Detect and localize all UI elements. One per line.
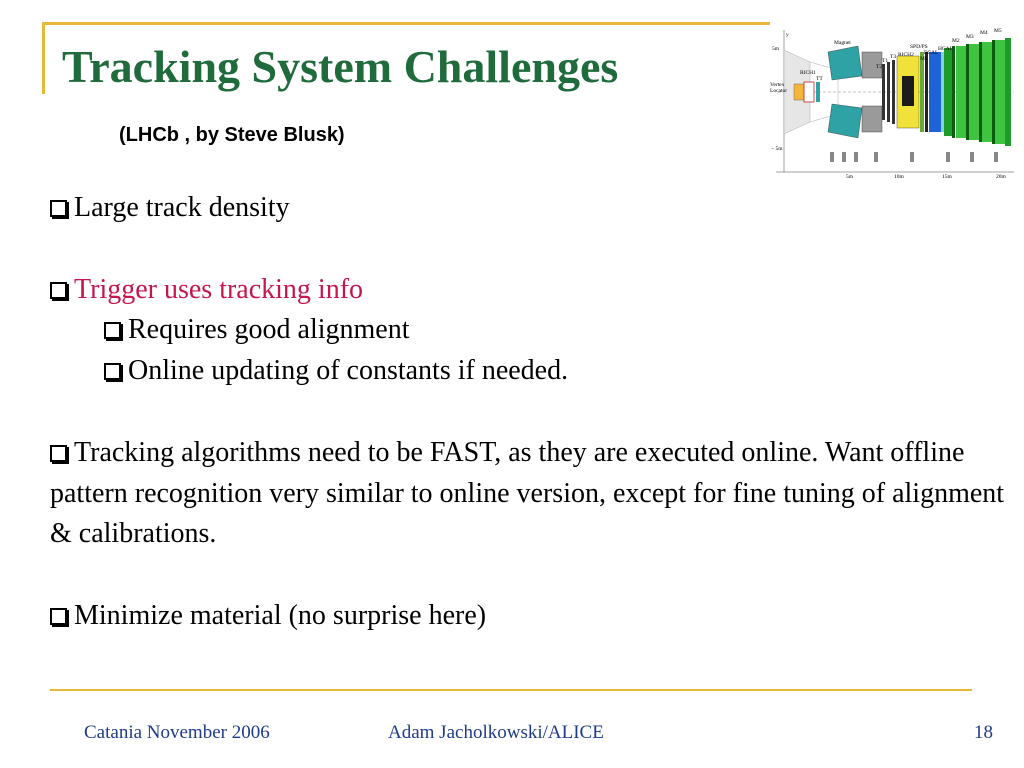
fig-tt: TT — [816, 76, 823, 82]
bullet-2a-text: Requires good alignment — [128, 314, 410, 346]
bullet-4-text: Minimize material (no surprise here) — [74, 599, 487, 631]
fig-x5m: 5m — [846, 174, 854, 180]
slide-subtitle: (LHCb , by Steve Blusk) — [119, 124, 345, 146]
bullet-2b — [50, 351, 1010, 392]
fig-m3: M3 — [966, 34, 974, 40]
checkbox-bullet-icon — [50, 282, 67, 299]
checkbox-bullet-icon — [50, 608, 67, 625]
fig-rich2: RICH2 — [898, 52, 914, 58]
slide-body — [50, 188, 1010, 637]
bullet-2b-text: Online updating of constants if needed. — [128, 355, 569, 387]
fig-vertex: Vertex — [770, 82, 785, 88]
fig-m4: M4 — [980, 30, 988, 36]
bullet-2-text: Trigger uses tracking info — [74, 273, 364, 305]
bullet-2a — [50, 310, 1010, 351]
fig-x10m: 10m — [894, 174, 904, 180]
fig-magnet: Magnet — [834, 40, 851, 46]
fig-t3: T3 — [890, 54, 897, 60]
checkbox-bullet-icon — [50, 445, 67, 462]
page-number: 18 — [974, 722, 993, 743]
fig-spdps: SPD/PS — [910, 44, 928, 50]
fig-rich1: RICH1 — [800, 70, 816, 76]
fig-m2: M2 — [952, 38, 960, 44]
footer-author: Adam Jacholkowski/ALICE — [388, 722, 604, 743]
fig-ecal: ECAL — [924, 50, 939, 56]
checkbox-bullet-icon — [50, 200, 67, 217]
fig-x15m: 15m — [942, 174, 952, 180]
fig-m5: M5 — [994, 28, 1002, 34]
bullet-3 — [50, 433, 1010, 555]
fig-plus5m: 5m — [772, 46, 780, 52]
fig-hcal: HCAL — [938, 46, 953, 52]
bullet-1-text: Large track density — [74, 192, 290, 223]
checkbox-bullet-icon — [104, 322, 121, 339]
fig-x20m: 20m — [996, 174, 1006, 180]
lhcb-detector-figure — [770, 22, 1020, 180]
fig-t2: T2 — [876, 64, 883, 70]
bullet-2 — [50, 270, 1010, 311]
title-frame-horizontal — [42, 22, 772, 25]
fig-locator: Locator — [770, 88, 788, 94]
slide-title: Tracking System Challenges — [62, 41, 619, 92]
checkbox-bullet-icon — [104, 363, 121, 380]
fig-minus5m: − 5m — [771, 146, 783, 152]
title-frame-vertical — [42, 22, 45, 94]
bullet-4 — [50, 596, 1010, 637]
fig-y-label: y — [786, 32, 789, 38]
bullet-3-text: Tracking algorithms need to be FAST, as they are executed online. Want offline pattern recognition very similar to online version, except for fine tuning of alignment & calibrations. — [50, 436, 1005, 550]
fig-t1: T1 — [882, 58, 889, 64]
fig-m1: M1 — [920, 56, 928, 62]
footer-rule — [50, 689, 972, 691]
footer-date: Catania November 2006 — [84, 722, 270, 743]
bullet-1 — [50, 188, 1010, 229]
